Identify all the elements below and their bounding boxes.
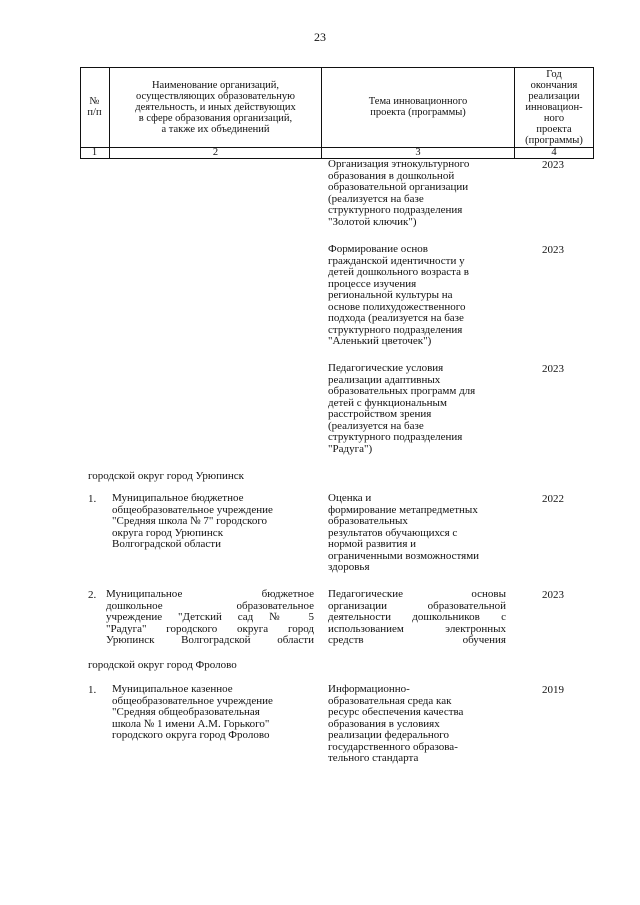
organization-name: Муниципальное бюджетное общеобразовательное учреждение "Средняя школа № 7" городского округа город Урюпинск Волгоградской области [112,492,273,550]
project-year: 2022 [542,493,564,505]
project-topic: Организация этнокультурного образования в дошкольной образовательной организации (реализуется на базе структурного подразделения "Золотой ключик") [328,158,470,228]
project-topic: Оценка и формирование метапредметных образовательных результатов обучающихся с нормой развития и ограниченными возможностями здоровья [328,492,480,573]
project-year: 2023 [542,244,564,256]
project-year: 2023 [542,589,564,601]
organization-name: Муниципальное казенное общеобразовательное учреждение "Средняя общеобразовательная школа № 1 имени А.М. Горького" городского округа город Фролово [112,683,273,741]
row-number: 1. [88,684,97,696]
header-num-3: 3 [415,147,421,158]
header-col-topic: Тема инновационного проекта (программы) [368,96,468,118]
header-num-4: 4 [551,147,557,158]
project-topic: Информационно- образовательная среда как ресурс обеспечения качества образования в условиях реализации федерального государственного образова- тельного стандарта [328,683,464,764]
header-col-organization: Наименование организаций, осуществляющих образовательную деятельность, и иных действующих в сфере образования организаций, а также их объединений [135,79,296,135]
header-col-year: Год окончания реализации инновацион- ного проекта (программы) [525,68,583,146]
table-border-right [593,67,594,159]
project-year: 2019 [542,684,564,696]
project-year: 2023 [542,363,564,375]
page-number: 23 [314,30,326,44]
header-col-number: № п/п [87,96,102,118]
row-number: 2. [88,589,97,601]
project-topic: Формирование основ гражданской идентичности у детей дошкольного возраста в процессе изучения региональной культуры на основе полихудожественного подхода (реализуется на базе структурного подразделения "Аленький цветочек") [328,243,469,347]
table-header [80,67,594,159]
row-number: 1. [88,493,97,505]
header-num-2: 2 [212,147,219,158]
section-title: городской округ город Урюпинск [88,470,244,482]
project-topic: Педагогические условия реализации адаптивных образовательных программ для детей с функциональным расстройством зрения (реализуется на базе структурного подразделения "Радуга") [328,362,476,455]
project-topic: Педагогические основы организации образовательной деятельности дошкольников с использованием электронных средств обучения [328,588,506,646]
header-num-1: 1 [91,147,98,158]
section-title: городской округ город Фролово [88,659,237,671]
organization-name: Муниципальное бюджетное дошкольное образовательное учреждение "Детский сад № 5 "Радуга" городского округа город Урюпинск Волгоградской области [106,588,314,646]
project-year: 2023 [542,159,564,171]
